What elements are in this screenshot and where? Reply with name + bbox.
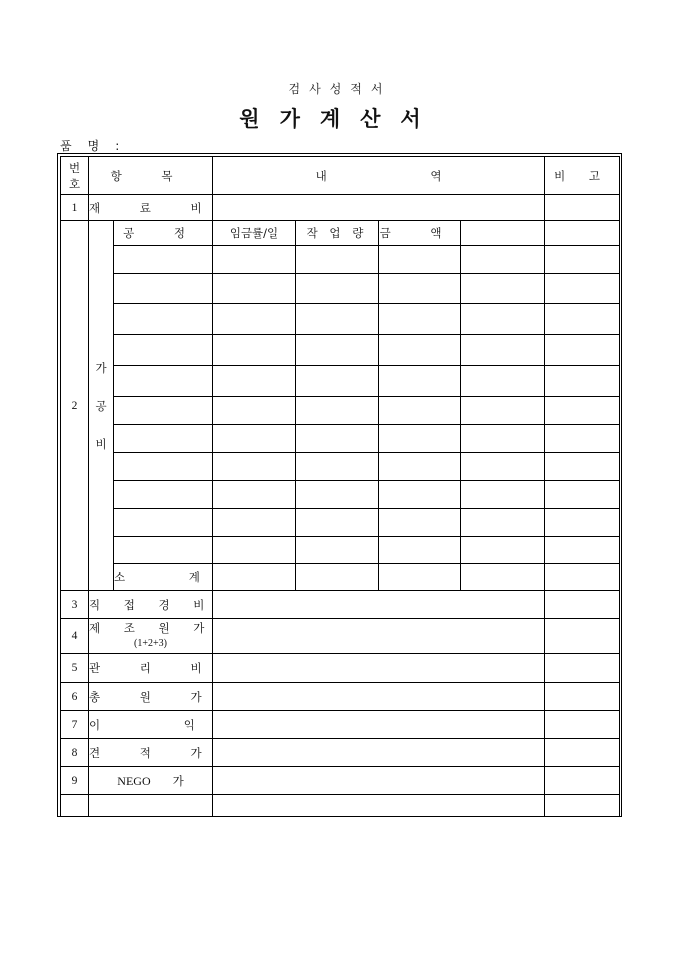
process-cell[interactable] bbox=[114, 274, 213, 304]
remark-cell[interactable] bbox=[545, 397, 620, 425]
remark-cell[interactable] bbox=[545, 654, 620, 683]
header-remark: 비 고 bbox=[545, 157, 620, 195]
table-row bbox=[61, 767, 620, 795]
remark-cell[interactable] bbox=[545, 619, 620, 654]
remark-cell[interactable] bbox=[545, 453, 620, 481]
detail-cell[interactable] bbox=[461, 564, 545, 591]
document-title: 원가계산서 bbox=[239, 106, 441, 131]
subtotal-label: 소 계 bbox=[114, 564, 213, 591]
row-label: 총 원 가 bbox=[89, 683, 213, 711]
table-row bbox=[61, 591, 620, 619]
detail-cell[interactable] bbox=[213, 195, 545, 221]
wage-cell[interactable] bbox=[213, 274, 296, 304]
amount-cell[interactable] bbox=[379, 366, 461, 397]
detail-cell[interactable] bbox=[213, 795, 545, 817]
remark-cell[interactable] bbox=[545, 366, 620, 397]
process-cell[interactable] bbox=[114, 453, 213, 481]
table-row bbox=[61, 274, 620, 304]
document-subtitle: 검사성적서 bbox=[288, 82, 392, 96]
row-number: 7 bbox=[61, 711, 89, 739]
detail-cell[interactable] bbox=[213, 619, 545, 654]
detail-cell[interactable] bbox=[213, 767, 545, 795]
vertical-label-char: 공 bbox=[95, 398, 107, 413]
detail-cell[interactable] bbox=[213, 654, 545, 683]
detail-cell[interactable] bbox=[461, 304, 545, 335]
remark-cell[interactable] bbox=[545, 683, 620, 711]
wage-rate-header: 임금률/일 bbox=[213, 221, 296, 246]
product-name-field bbox=[60, 137, 119, 154]
header-number-line2: 호 bbox=[68, 176, 81, 191]
remark-cell[interactable] bbox=[545, 481, 620, 509]
workload-cell[interactable] bbox=[296, 564, 379, 591]
workload-cell[interactable] bbox=[296, 481, 379, 509]
table-row bbox=[61, 509, 620, 537]
remark-cell[interactable] bbox=[545, 564, 620, 591]
amount-cell[interactable] bbox=[379, 274, 461, 304]
detail-cell[interactable] bbox=[461, 366, 545, 397]
process-header: 공 정 bbox=[114, 221, 213, 246]
remark-cell[interactable] bbox=[545, 739, 620, 767]
detail-cell[interactable] bbox=[461, 246, 545, 274]
workload-cell[interactable] bbox=[296, 509, 379, 537]
row-number: 5 bbox=[61, 654, 89, 683]
wage-cell[interactable] bbox=[213, 453, 296, 481]
wage-cell[interactable] bbox=[213, 335, 296, 366]
process-cell[interactable] bbox=[114, 425, 213, 453]
table-row bbox=[61, 739, 620, 767]
remark-cell[interactable] bbox=[545, 591, 620, 619]
row-label-vertical bbox=[89, 221, 114, 591]
workload-cell[interactable] bbox=[296, 453, 379, 481]
detail-cell[interactable] bbox=[461, 509, 545, 537]
row-label-suffix: 가 bbox=[172, 773, 184, 788]
process-cell[interactable] bbox=[114, 481, 213, 509]
header-detail bbox=[213, 157, 545, 195]
table-row bbox=[61, 453, 620, 481]
table-row bbox=[61, 195, 620, 221]
remark-cell[interactable] bbox=[545, 195, 620, 221]
detail-cell[interactable] bbox=[213, 739, 545, 767]
workload-cell[interactable] bbox=[296, 425, 379, 453]
remark-cell[interactable] bbox=[545, 795, 620, 817]
process-cell[interactable] bbox=[114, 509, 213, 537]
row-number: 4 bbox=[61, 619, 89, 654]
product-name-colon: : bbox=[115, 139, 120, 153]
row-label bbox=[89, 767, 213, 795]
detail-cell[interactable] bbox=[461, 335, 545, 366]
wage-cell[interactable] bbox=[213, 425, 296, 453]
remark-cell[interactable] bbox=[545, 335, 620, 366]
row-number: 3 bbox=[61, 591, 89, 619]
amount-cell[interactable] bbox=[379, 304, 461, 335]
detail-cell[interactable] bbox=[213, 683, 545, 711]
remark-cell[interactable] bbox=[545, 221, 620, 246]
remark-cell[interactable] bbox=[545, 246, 620, 274]
amount-cell[interactable] bbox=[379, 453, 461, 481]
detail-cell[interactable] bbox=[461, 425, 545, 453]
header-number-line1: 번 bbox=[68, 160, 81, 175]
remark-cell[interactable] bbox=[545, 537, 620, 564]
table-row bbox=[61, 304, 620, 335]
process-cell[interactable] bbox=[114, 335, 213, 366]
wage-cell[interactable] bbox=[213, 537, 296, 564]
wage-cell[interactable] bbox=[213, 304, 296, 335]
workload-cell[interactable] bbox=[296, 246, 379, 274]
table-row bbox=[61, 397, 620, 425]
row-label: 재 료 비 bbox=[89, 195, 213, 221]
table-row bbox=[61, 246, 620, 274]
process-cell[interactable] bbox=[114, 246, 213, 274]
row-number: 8 bbox=[61, 739, 89, 767]
workload-cell[interactable] bbox=[296, 274, 379, 304]
table-row bbox=[61, 366, 620, 397]
table-row bbox=[61, 335, 620, 366]
table-row bbox=[61, 425, 620, 453]
header-row bbox=[61, 157, 620, 195]
remark-cell[interactable] bbox=[545, 425, 620, 453]
remark-cell[interactable] bbox=[545, 274, 620, 304]
process-cell[interactable] bbox=[114, 537, 213, 564]
detail-cell[interactable] bbox=[461, 537, 545, 564]
amount-cell[interactable] bbox=[379, 335, 461, 366]
amount-header: 금 액 bbox=[379, 221, 461, 246]
row-number: 1 bbox=[61, 195, 89, 221]
header-number bbox=[61, 157, 89, 195]
row-number: 9 bbox=[61, 767, 89, 795]
detail-cell[interactable] bbox=[461, 453, 545, 481]
row-label-nego: NEGO bbox=[117, 773, 151, 788]
process-cell[interactable] bbox=[114, 397, 213, 425]
workload-cell[interactable] bbox=[296, 537, 379, 564]
subtotal-row bbox=[61, 564, 620, 591]
detail-cell[interactable] bbox=[461, 221, 545, 246]
remark-cell[interactable] bbox=[545, 711, 620, 739]
row-number: 6 bbox=[61, 683, 89, 711]
wage-cell[interactable] bbox=[213, 481, 296, 509]
detail-cell[interactable] bbox=[461, 481, 545, 509]
table-row bbox=[61, 795, 620, 817]
product-name-label: 품명 bbox=[60, 139, 116, 153]
row-number[interactable] bbox=[61, 795, 89, 817]
table-row bbox=[61, 711, 620, 739]
amount-cell[interactable] bbox=[379, 509, 461, 537]
workload-cell[interactable] bbox=[296, 335, 379, 366]
remark-cell[interactable] bbox=[545, 767, 620, 795]
wage-cell[interactable] bbox=[213, 397, 296, 425]
table-row bbox=[61, 221, 620, 246]
header-detail-text: 내 역 bbox=[315, 168, 442, 183]
workload-cell[interactable] bbox=[296, 397, 379, 425]
row-label bbox=[89, 619, 213, 654]
vertical-label-char: 가 bbox=[95, 360, 107, 375]
row-label-formula: (1+2+3) bbox=[134, 638, 167, 649]
detail-cell[interactable] bbox=[461, 397, 545, 425]
row-label: 이 익 bbox=[89, 711, 213, 739]
remark-cell[interactable] bbox=[545, 304, 620, 335]
amount-cell[interactable] bbox=[379, 564, 461, 591]
cost-table bbox=[60, 156, 620, 817]
wage-cell[interactable] bbox=[213, 246, 296, 274]
amount-cell[interactable] bbox=[379, 397, 461, 425]
amount-cell[interactable] bbox=[379, 481, 461, 509]
process-cell[interactable] bbox=[114, 366, 213, 397]
wage-cell[interactable] bbox=[213, 509, 296, 537]
row-label: 직 접 경 비 bbox=[89, 591, 213, 619]
amount-cell[interactable] bbox=[379, 246, 461, 274]
workload-cell[interactable] bbox=[296, 304, 379, 335]
remark-cell[interactable] bbox=[545, 509, 620, 537]
detail-cell[interactable] bbox=[213, 711, 545, 739]
detail-cell[interactable] bbox=[461, 274, 545, 304]
wage-cell[interactable] bbox=[213, 366, 296, 397]
table-row bbox=[61, 619, 620, 654]
amount-cell[interactable] bbox=[379, 537, 461, 564]
workload-header: 작 업 량 bbox=[296, 221, 379, 246]
row-number: 2 bbox=[61, 221, 89, 591]
row-label[interactable] bbox=[89, 795, 213, 817]
detail-cell[interactable] bbox=[213, 591, 545, 619]
table-row bbox=[61, 537, 620, 564]
row-label: 견 적 가 bbox=[89, 739, 213, 767]
table-row bbox=[61, 683, 620, 711]
workload-cell[interactable] bbox=[296, 366, 379, 397]
table-row bbox=[61, 481, 620, 509]
amount-cell[interactable] bbox=[379, 425, 461, 453]
table-row bbox=[61, 654, 620, 683]
row-label: 관 리 비 bbox=[89, 654, 213, 683]
process-cell[interactable] bbox=[114, 304, 213, 335]
vertical-label-char: 비 bbox=[95, 436, 107, 451]
header-item: 항 목 bbox=[89, 157, 213, 195]
row-label-text: 제 조 원 가 bbox=[89, 621, 215, 635]
